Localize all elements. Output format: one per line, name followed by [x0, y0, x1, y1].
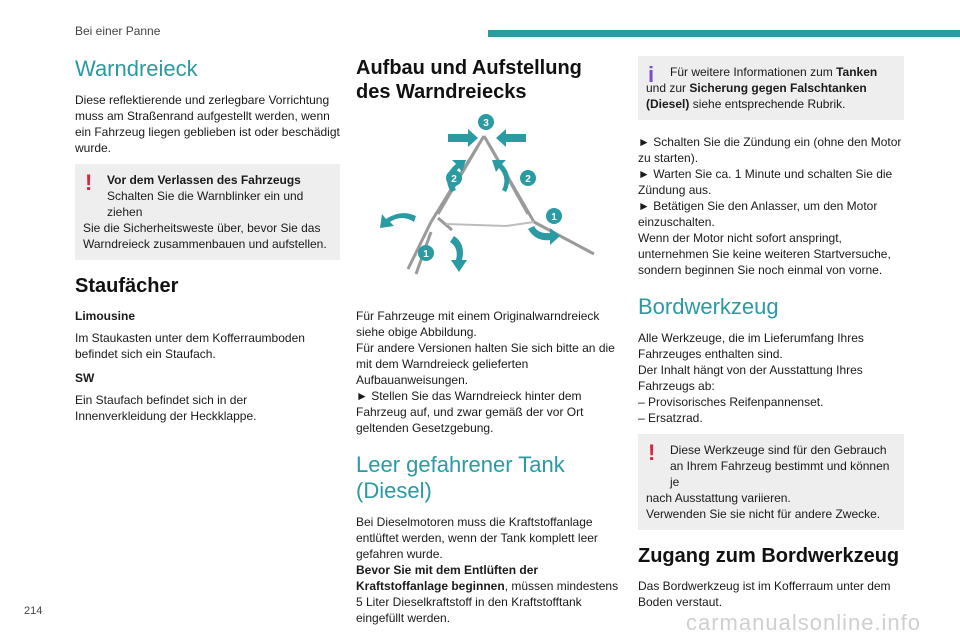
svg-text:1: 1 [423, 249, 429, 260]
start-step-3: ► Betätigen Sie den Anlasser, um den Motor einzuschalten. [638, 199, 878, 229]
warning-line1: Schalten Sie die Warnblinker ein und ziehen [107, 189, 304, 219]
callout-2-left [446, 170, 462, 186]
warndreieck-heading: Warndreieck [75, 56, 198, 81]
bordwerkzeug-heading: Bordwerkzeug [638, 294, 779, 319]
bordwerkzeug-item-1: – Provisorisches Reifenpannenset. [638, 395, 824, 409]
page-number: 214 [24, 605, 43, 617]
warning-triangle-assembly-diagram-icon [356, 114, 620, 294]
start-step-2: ► Warten Sie ca. 1 Minute und schalten Sie die Zündung aus. [638, 167, 893, 197]
aufbau-heading: Aufbau und Aufstellung des Warndreiecks [356, 57, 582, 103]
zugang-heading: Zugang zum Bordwerkzeug [638, 545, 900, 567]
info-pre: Für weitere Informationen zum [670, 65, 837, 79]
warning-rest: Sie die Sicherheitsweste über, bevor Sie das Warndreieck zusammenbauen und aufstellen. [83, 221, 327, 251]
warndreieck-text: Diese reflektierende und zerlegbare Vorrichtung muss am Straßenrand aufgestellt werden, wenn ein Fahrzeug liegen geblieben ist oder beschädigt wurde. [75, 93, 340, 155]
tool-warning-rest-1: nach Ausstattung variieren. [646, 491, 791, 505]
callout-1-left [418, 245, 434, 261]
info-mid: und zur [646, 81, 690, 95]
tool-warning-line1: Diese Werkzeuge sind für den Gebrauch an Ihrem Fahrzeug bestimmt und können je [670, 443, 890, 489]
zugang-text: Das Bordwerkzeug ist im Kofferraum unter dem Boden verstaut. [638, 579, 891, 609]
leer-instruction-rest: , müssen mindestens 5 Liter Dieselkraftstoff in den Kraftstofftank eingefüllt werden. [356, 579, 619, 625]
tool-warning-rest-2: Verwenden Sie sie nicht für andere Zwecke. [646, 507, 881, 521]
warning-title: Vor dem Verlassen des Fahrzeugs [107, 173, 301, 187]
info-bold-tanken: Tanken [836, 65, 878, 79]
column-1 [75, 56, 340, 432]
info-icon: i [648, 62, 655, 87]
figure-note-1: Für Fahrzeuge mit einem Originalwarndreieck siehe obige Abbildung. [356, 309, 600, 339]
staufaecher-heading: Staufächer [75, 275, 179, 297]
start-step-1: ► Schalten Sie die Zündung ein (ohne den Motor zu starten). [638, 135, 902, 165]
figure-note-2: Für andere Versionen halten Sie sich bitte an die mit dem Warndreieck gelieferten Aufbauanweisungen. [356, 341, 615, 387]
info-bold-sicherung: Sicherung gegen Falschtanken (Diesel) [646, 81, 867, 111]
running-header: Bei einer Panne [75, 24, 161, 38]
bordwerkzeug-item-2: – Ersatzrad. [638, 411, 703, 425]
warning-box [75, 164, 340, 260]
aufbau-step-1: ► Stellen Sie das Warndreieck hinter dem Fahrzeug auf, und zwar gemäß der vor Ort geltenden Gesetzgebung. [356, 389, 584, 435]
warning-exclamation-icon: ! [85, 170, 93, 195]
sw-text: Ein Staufach befindet sich in der Innenverkleidung der Heckklappe. [75, 393, 257, 423]
header-accent-bar [488, 30, 960, 37]
callout-2-right [520, 170, 536, 186]
bordwerkzeug-text-1: Alle Werkzeuge, die im Lieferumfang Ihres Fahrzeuges enthalten sind. [638, 331, 864, 361]
limousine-label: Limousine [75, 309, 136, 323]
warning-exclamation-icon: ! [648, 440, 656, 465]
sw-label: SW [75, 371, 95, 385]
svg-text:1: 1 [551, 212, 557, 223]
svg-text:2: 2 [525, 174, 531, 185]
column-3 [638, 56, 904, 618]
start-step-note: Wenn der Motor nicht sofort anspringt, unternehmen Sie keine weiteren Startversuche, sondern beginnen Sie noch einmal von vorne. [638, 231, 891, 277]
svg-text:2: 2 [451, 174, 457, 185]
info-box [638, 56, 904, 120]
leer-instruction-bold: Bevor Sie mit dem Entlüften der Kraftstoffanlage beginnen [356, 563, 539, 593]
bordwerkzeug-text-2: Der Inhalt hängt von der Ausstattung Ihres Fahrzeugs ab: [638, 363, 863, 393]
callout-1-right [546, 208, 562, 224]
column-2 [356, 56, 620, 634]
info-post: siehe entsprechende Rubrik. [689, 97, 846, 111]
tool-warning-box [638, 434, 904, 530]
limousine-text: Im Staukasten unter dem Kofferraumboden befindet sich ein Staufach. [75, 331, 305, 361]
svg-text:3: 3 [483, 118, 489, 129]
info-text [646, 64, 896, 112]
leer-text: Bei Dieselmotoren muss die Kraftstoffanlage entlüftet werden, wenn der Tank komplett leer gefahren wurde. [356, 515, 598, 561]
callout-3 [478, 114, 494, 130]
watermark: carmanualsonline.info [686, 610, 922, 635]
leer-instruction [356, 562, 620, 626]
leer-gefahrener-tank-heading: Leer gefahrener Tank (Diesel) [356, 452, 565, 503]
